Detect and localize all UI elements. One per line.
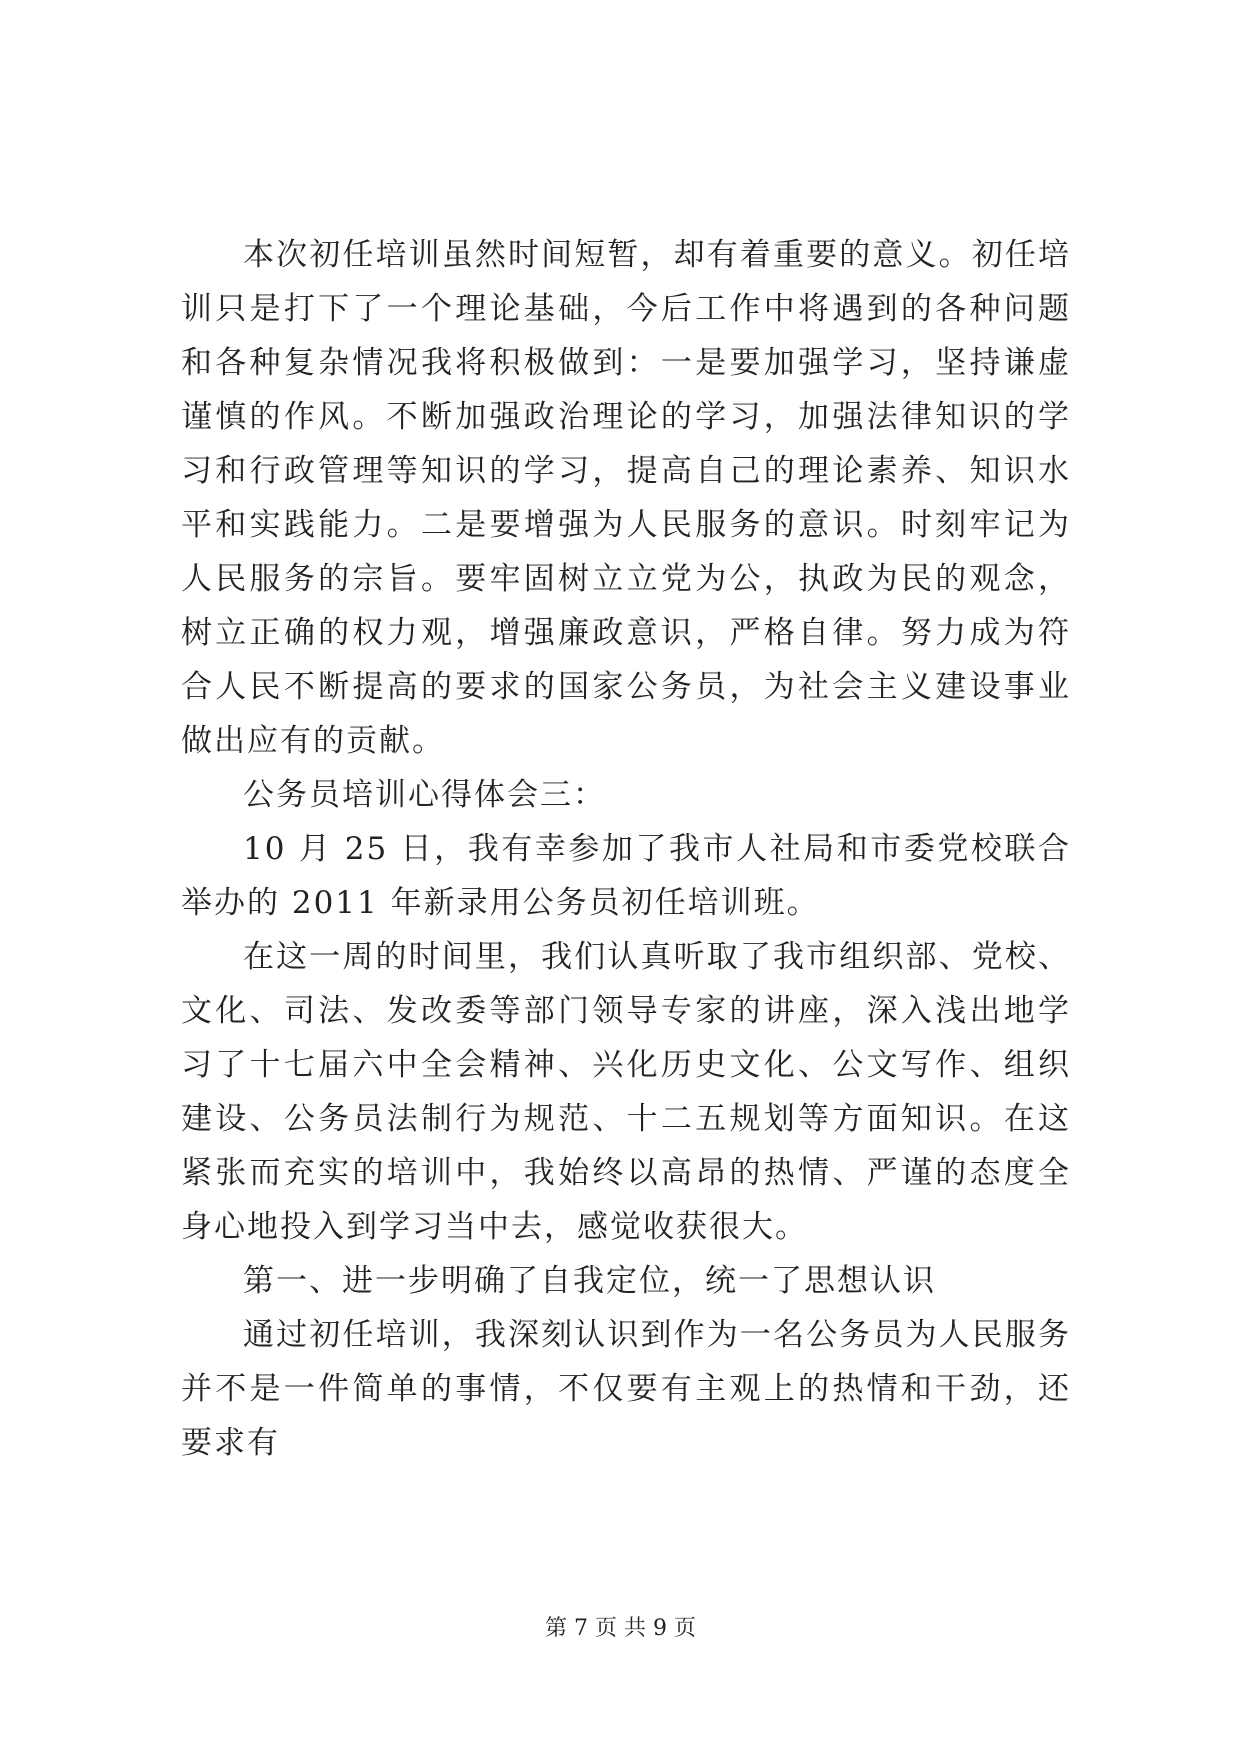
page-number-footer: 第 7 页 共 9 页 <box>545 1616 696 1641</box>
paragraph-point-one-body: 通过初任培训，我深刻认识到作为一名公务员为人民服务并不是一件简单的事情，不仅要有主观上的热情和干劲，还要求有 <box>181 1317 1071 1461</box>
paragraph-point-one-heading: 第一、进一步明确了自我定位，统一了思想认识 <box>243 1263 936 1299</box>
paragraph-training-week: 在这一周的时间里，我们认真听取了我市组织部、党校、文化、司法、发改委等部门领导专家的讲座，深入浅出地学习了十七届六中全会精神、兴化历史文化、公文写作、组织建设、公务员法制行为规范、十二五规划等方面知识。在这紧张而充实的培训中，我始终以高昂的热情、严谨的态度全身心地投入到学习当中去，感觉收获很大。 <box>181 939 1071 1245</box>
paragraph-training-date: 10 月 25 日，我有幸参加了我市人社局和市委党校联合举办的 2011 年新录用公务员初任培训班。 <box>181 831 1071 921</box>
document-body <box>181 228 1071 1470</box>
paragraph-training-significance: 本次初任培训虽然时间短暂，却有着重要的意义。初任培训只是打下了一个理论基础，今后工作中将遇到的各种问题和各种复杂情况我将积极做到：一是要加强学习，坚持谦虚谨慎的作风。不断加强政治理论的学习，加强法律知识的学习和行政管理等知识的学习，提高自己的理论素养、知识水平和实践能力。二是要增强为人民服务的意识。时刻牢记为人民服务的宗旨。要牢固树立立党为公，执政为民的观念，树立正确的权力观，增强廉政意识，严格自律。努力成为符合人民不断提高的要求的国家公务员，为社会主义建设事业做出应有的贡献。 <box>181 237 1071 759</box>
paragraph-section-heading-three: 公务员培训心得体会三： <box>243 777 606 813</box>
